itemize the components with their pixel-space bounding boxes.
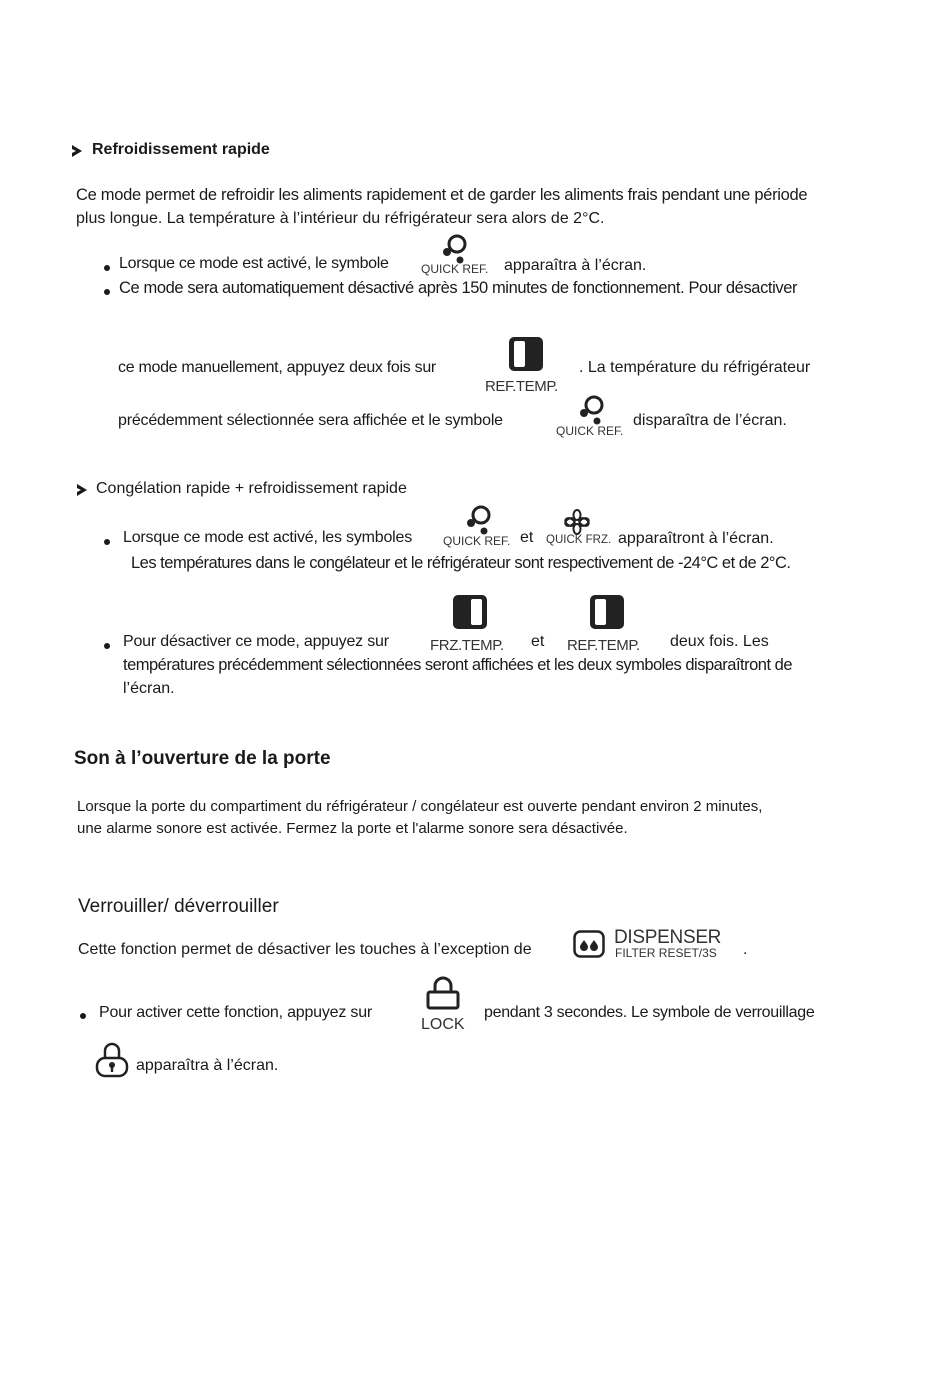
lock-intro-end: . [743,941,748,958]
quick-ref-label: QUICK REF. [421,262,489,276]
ref-temp-label: REF.TEMP. [567,637,640,654]
bullet-text-cont: températures précédemment sélectionnées seront affichées et les deux symboles disparaîtront de [123,656,793,674]
lock-label: LOCK [421,1016,465,1033]
intro-line-1: Ce mode permet de refroidir les aliments rapidement et de garder les aliments frais pendant une période [76,186,808,204]
dispenser-label: DISPENSER [614,927,722,948]
bullet [80,1013,86,1019]
frz-temp-label: FRZ.TEMP. [430,637,504,654]
water-drops-icon [573,930,605,958]
bullet-text-after: pendant 3 secondes. Le symbole de verrouillage [484,1004,815,1021]
lock-symbol-text: apparaîtra à l’écran. [136,1057,279,1074]
bullet-text-cont: l’écran. [123,680,175,697]
bullet-text: Pour activer cette fonction, appuyez sur [99,1004,373,1021]
bullet-text-cont: précédemment sélectionnée sera affichée et le symbole [118,412,503,429]
padlock-icon [424,976,462,1012]
et-text: et [520,529,534,546]
bullet-text-cont: ce mode manuellement, appuyez deux fois sur [118,359,436,376]
bullet-text: Ce mode sera automatiquement désactivé après 150 minutes de fonctionnement. Pour désactiver [119,279,798,297]
ref-temp-label: REF.TEMP. [485,378,558,395]
half-filled-square-icon [588,593,626,631]
bullet [104,643,110,649]
quick-ref-icon [440,232,470,264]
section-heading-lock: Verrouiller/ déverrouiller [78,896,279,917]
bullet-text-after: apparaîtra à l’écran. [504,257,647,274]
half-filled-square-icon [507,335,545,373]
section-arrow [72,145,82,157]
door-alarm-line-1: Lorsque la porte du compartiment du réfrigérateur / congélateur est ouverte pendant environ 2 minutes, [77,798,763,815]
half-filled-square-icon [451,593,489,631]
bullet [104,539,110,545]
bullet [104,265,110,271]
bullet-text-after: apparaîtront à l’écran. [618,530,774,547]
et-text: et [531,633,545,650]
padlock-keyhole-icon [95,1040,129,1080]
bullet-text: Lorsque ce mode est activé, le symbole [119,255,389,272]
bullet-text-after: disparaîtra de l’écran. [633,412,787,429]
snowflake-icon [563,508,591,536]
quick-ref-label: QUICK REF. [556,424,624,438]
bullet-text-cont: Les températures dans le congélateur et le réfrigérateur sont respectivement de -24°C et de 2°C. [131,554,791,572]
intro-line-2: plus longue. La température à l’intérieur du réfrigérateur sera alors de 2°C. [76,210,605,227]
section-heading-quick-frz-ref: Congélation rapide + refroidissement rapide [96,480,407,497]
bullet-text-cont: . La température du réfrigérateur [579,359,811,376]
quick-ref-icon [464,503,494,535]
filter-reset-label: FILTER RESET/3S [615,946,717,960]
bullet [104,289,110,295]
bullet-text-after: deux fois. Les [670,633,769,650]
door-alarm-line-2: une alarme sonore est activée. Fermez la porte et l'alarme sonore sera désactivée. [77,820,628,837]
quick-ref-label: QUICK REF. [443,534,511,548]
lock-intro-text: Cette fonction permet de désactiver les touches à l’exception de [78,941,532,958]
section-heading-door-alarm: Son à l’ouverture de la porte [74,748,331,769]
section-arrow [77,484,87,496]
quick-frz-label: QUICK FRZ. [546,534,612,546]
bullet-text: Lorsque ce mode est activé, les symboles [123,529,413,546]
quick-ref-icon [577,393,607,425]
bullet-text: Pour désactiver ce mode, appuyez sur [123,633,389,650]
section-heading-quick-ref: Refroidissement rapide [92,141,270,158]
